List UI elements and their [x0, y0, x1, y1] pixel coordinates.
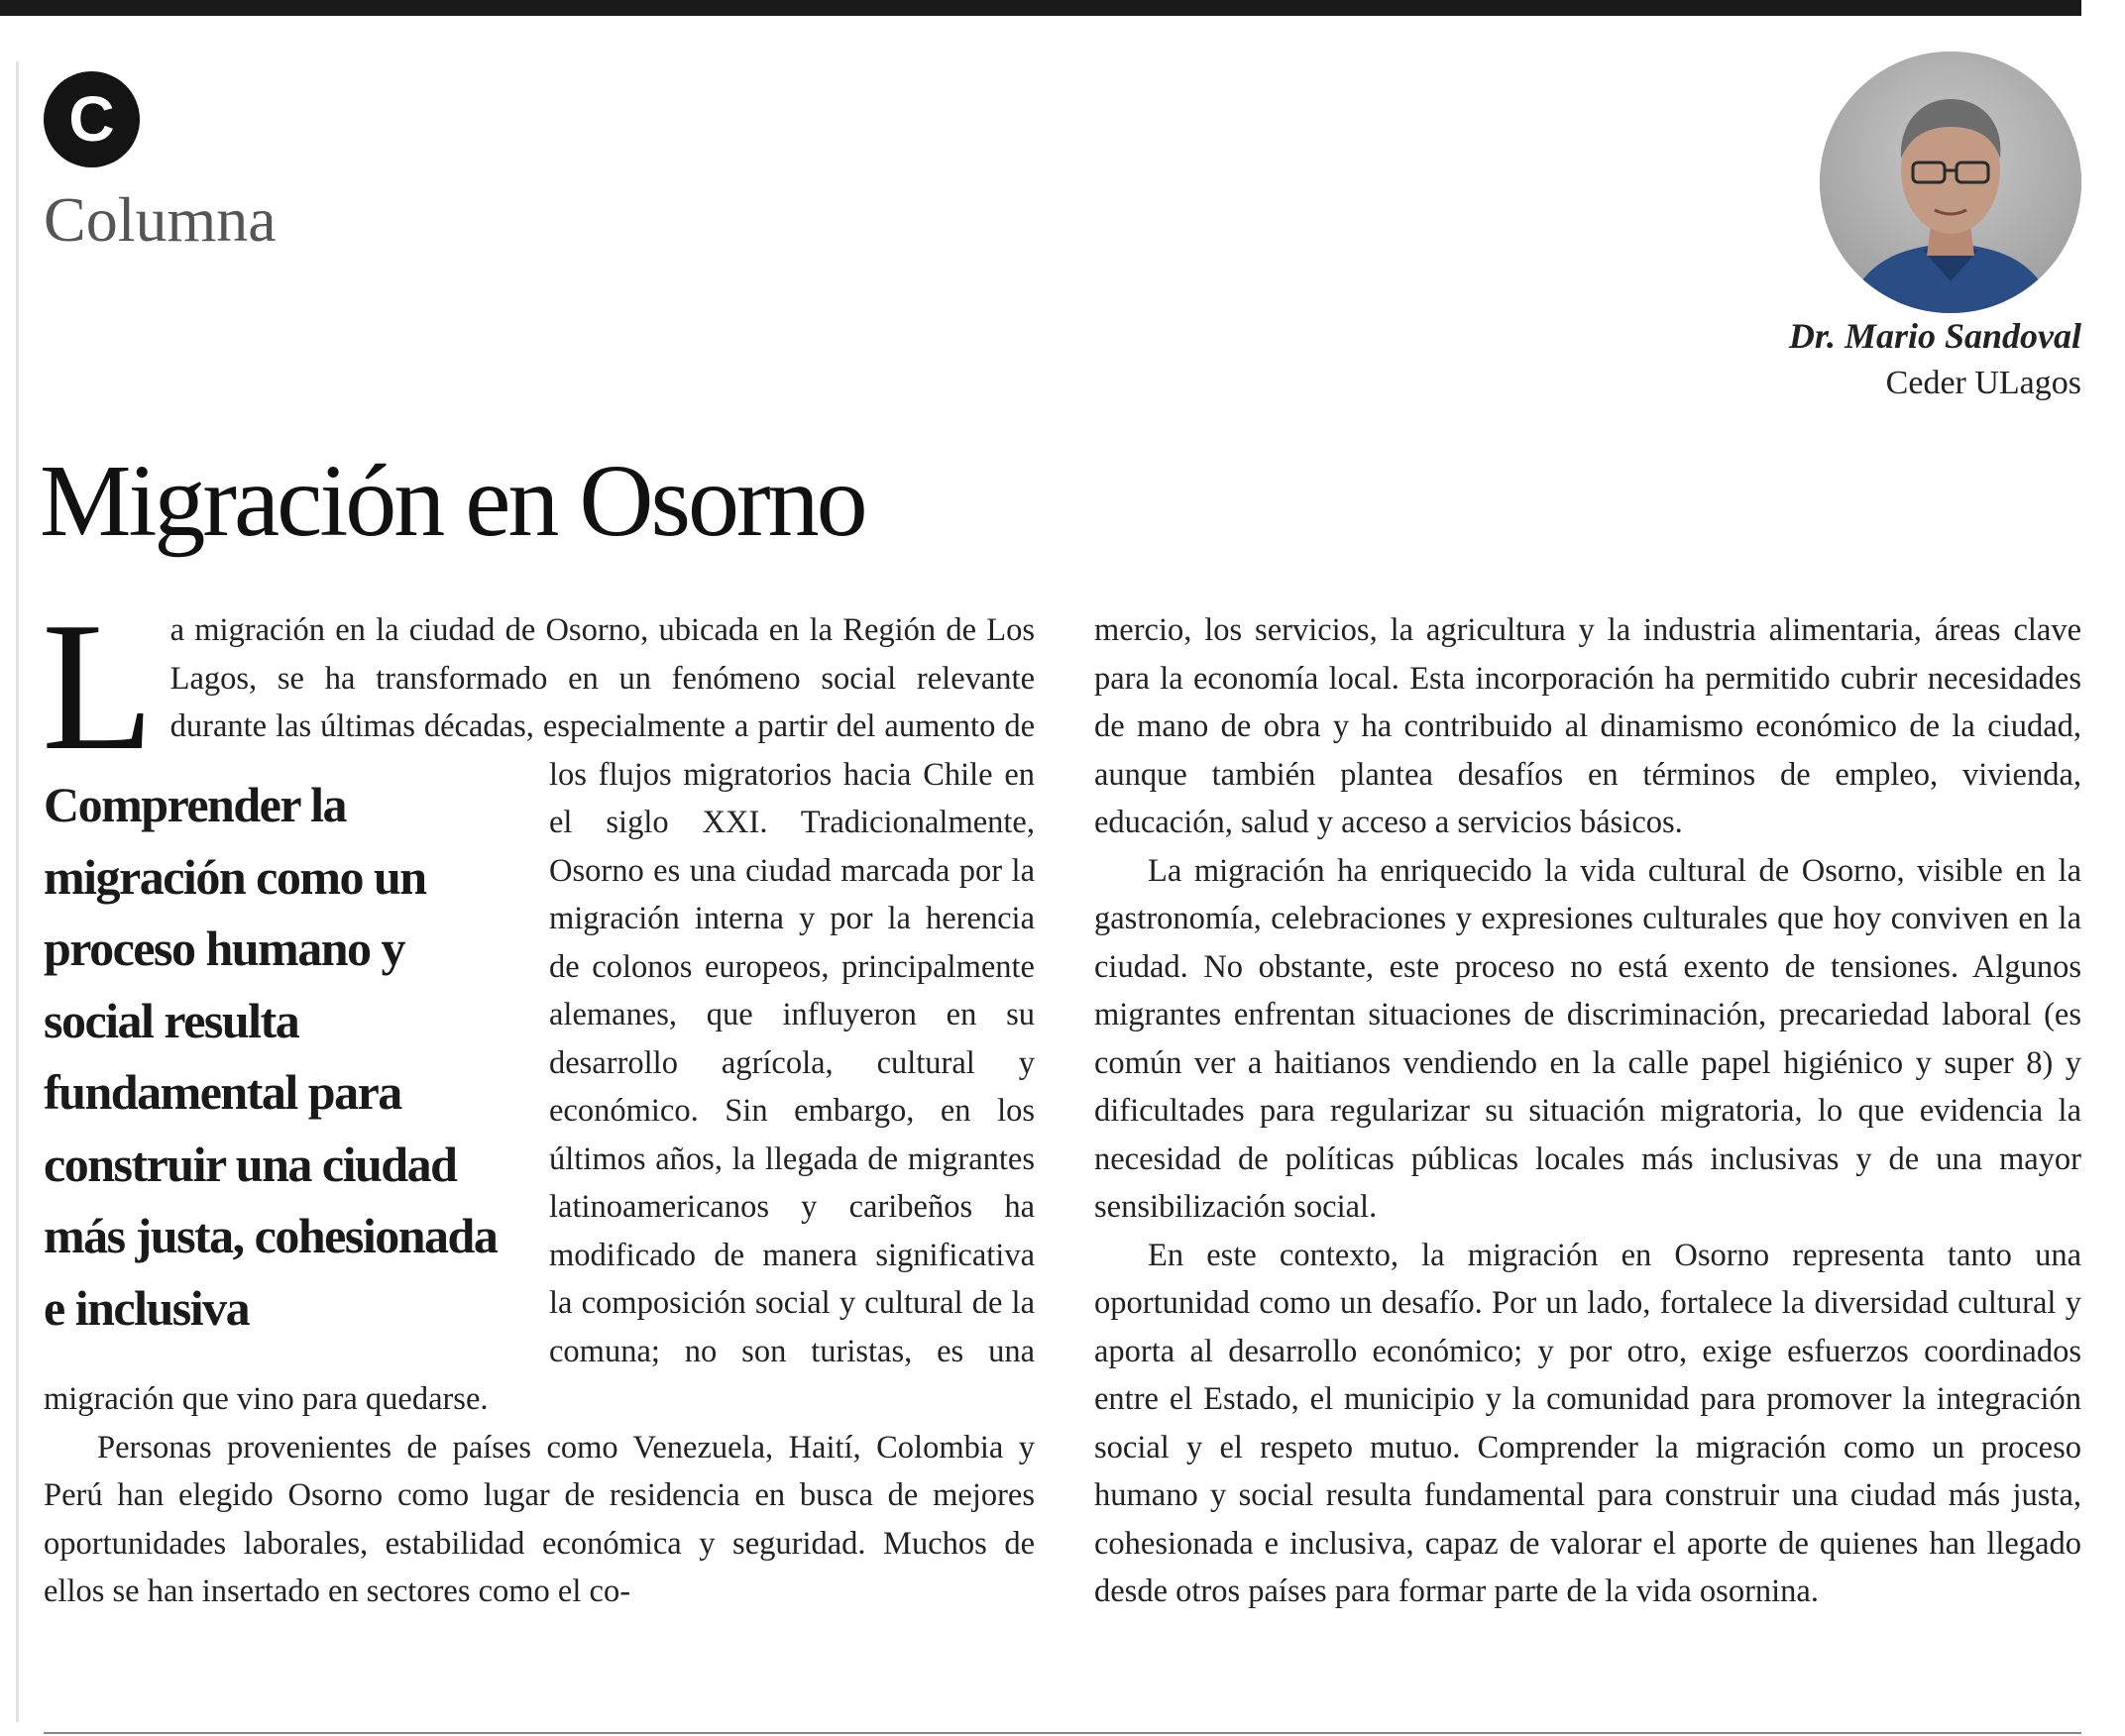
article-paragraph: a migración en la ciudad de Osorno, ubicada en la Región de Los Lagos, se ha transformado en un fenómeno social relevante durante las últimas décadas, especialmente a partir del aumento de los flujos migratorios hacia Chile en el siglo XXI. Tradicionalmente, Osorno es una ciudad marcada por la migración interna y por la herencia de colonos europeos, principalmente alemanes, que influyeron en su desarrollo agrícola, cultural y económico. Sin embargo, en los últimos años, la llegada de migrantes latinoamericanos y caribeños ha modificado de manera significativa la composición social y cultural de la comuna; no son turistas, es una migración que vino para quedarse. — [44, 612, 1035, 1417]
author-name: Dr. Mario Sandoval — [1788, 316, 2081, 356]
article-paragraph: mercio, los servicios, la agricultura y la industria alimentaria, áreas clave para la economía local. Esta incorporación ha permitido cubrir necesidades de mano de obra y ha contribuido al dinamismo económico de la ciudad, aunque también plantea desafíos en términos de empleo, vivienda, educación, salud y acceso a servicios básicos. — [1094, 612, 2081, 840]
drop-cap: L — [42, 585, 155, 789]
article-paragraph: Personas provenientes de países como Venezuela, Haití, Colombia y Perú han elegido Osorno como lugar de residencia en busca de mejores oportunidades laborales, estabilidad económica y seguridad. Muchos de ellos se han insertado en sectores como el co- — [44, 1429, 1035, 1609]
pull-quote: Comprender la migración como un proceso humano y social resulta fundamental para construir una ciudad más justa, cohesionada e inclusiva — [44, 777, 498, 1336]
section-label: Columna — [44, 184, 277, 255]
article-paragraph: En este contexto, la migración en Osorno representa tanto una oportunidad como un desafío. Por un lado, fortalece la diversidad cultural y aporta al desarrollo económico; y por otro, exige esfuerzos coordinados entre el Estado, el municipio y la comunidad para promover la integración social y el respeto mutuo. Comprender la migración como un proceso humano y social resulta fundamental para construir una ciudad más justa, cohesionada e inclusiva, capaz de valorar el aporte de quienes han llegado desde otros países para formar parte de la vida osornina. — [1094, 1237, 2081, 1609]
article-paragraph: La migración ha enriquecido la vida cultural de Osorno, visible en la gastronomía, celebraciones y expresiones culturales que hoy conviven en la ciudad. No obstante, este proceso no está exento de tensiones. Algunos migrantes enfrentan situaciones de discriminación, precariedad laboral (es común ver a haitianos vendiendo en la calle papel higiénico y super 8) y dificultades para regularizar su situación migratoria, lo que evidencia la necesidad de políticas públicas locales más inclusivas y de una mayor sensibilización social. — [1094, 852, 2081, 1225]
top-rule — [0, 0, 2081, 16]
author-affiliation: Ceder ULagos — [1885, 365, 2081, 401]
author-portrait-icon — [1820, 52, 2081, 313]
column-logo-icon: C — [44, 71, 140, 167]
article-headline: Migración en Osorno — [40, 444, 865, 558]
article-column-1 — [42, 585, 1035, 1706]
left-rule — [16, 61, 19, 1722]
author-photo — [1820, 52, 2081, 313]
bottom-rule — [44, 1732, 2081, 1734]
article-column-2 — [1094, 606, 2081, 1706]
